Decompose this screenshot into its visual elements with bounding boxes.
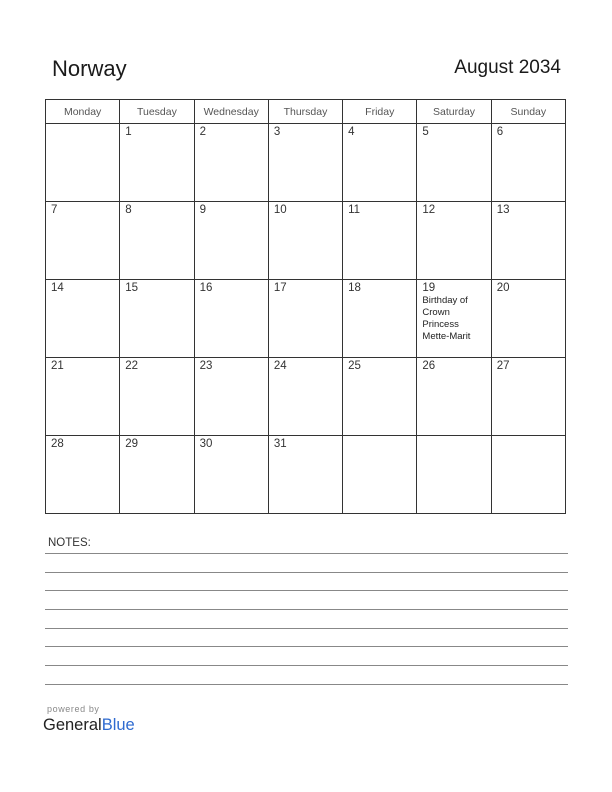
month-year-title: August 2034 xyxy=(454,57,561,78)
notes-line xyxy=(45,572,568,573)
day-number xyxy=(46,124,119,126)
day-number: 22 xyxy=(125,360,139,372)
day-number: 3 xyxy=(273,126,281,138)
day-number: 27 xyxy=(496,360,510,372)
brand-name-part1: General xyxy=(43,716,102,734)
day-number: 18 xyxy=(348,282,361,294)
day-cell xyxy=(268,202,342,280)
day-cell xyxy=(120,358,194,436)
day-number: 17 xyxy=(273,282,287,294)
notes-line xyxy=(45,590,568,591)
day-cell xyxy=(46,202,120,280)
day-number: 29 xyxy=(125,438,139,450)
day-number: 5 xyxy=(422,126,429,138)
day-number xyxy=(492,436,565,438)
day-number: 1 xyxy=(125,126,132,138)
day-cell xyxy=(343,202,417,280)
day-cell xyxy=(268,358,342,436)
day-cell xyxy=(343,280,417,358)
day-cell xyxy=(491,358,565,436)
day-number: 20 xyxy=(496,282,510,294)
day-cell xyxy=(120,436,194,514)
day-cell xyxy=(120,202,194,280)
day-cell xyxy=(268,436,342,514)
week-row xyxy=(46,202,566,280)
weekday-header: Tuesday xyxy=(120,100,194,124)
notes-line xyxy=(45,646,568,647)
weekday-header: Saturday xyxy=(417,100,491,124)
day-number: 31 xyxy=(273,438,287,450)
day-number: 16 xyxy=(199,282,213,294)
day-number: 19 xyxy=(422,282,436,294)
day-number: 24 xyxy=(273,360,287,372)
day-number: 8 xyxy=(125,204,132,216)
day-number: 23 xyxy=(199,360,213,372)
powered-by-text: powered by xyxy=(47,704,100,714)
day-cell xyxy=(120,124,194,202)
notes-line xyxy=(45,609,568,610)
day-cell xyxy=(417,124,491,202)
day-cell xyxy=(491,124,565,202)
day-number: 2 xyxy=(199,126,206,138)
notes-line xyxy=(45,684,568,685)
day-number: 30 xyxy=(199,438,213,450)
week-row xyxy=(46,124,566,202)
day-cell xyxy=(46,436,120,514)
notes-line xyxy=(45,665,568,666)
day-cell xyxy=(120,280,194,358)
day-cell xyxy=(194,124,268,202)
week-row xyxy=(46,358,566,436)
day-number xyxy=(417,436,490,438)
day-cell xyxy=(46,358,120,436)
day-cell xyxy=(491,280,565,358)
weekday-header-row xyxy=(46,100,566,124)
day-number: 9 xyxy=(199,204,206,216)
day-number: 4 xyxy=(348,126,355,138)
day-number: 6 xyxy=(496,126,504,138)
brand-name-part2: Blue xyxy=(101,716,135,734)
day-number: 11 xyxy=(348,204,361,216)
day-cell xyxy=(268,280,342,358)
day-cell xyxy=(194,202,268,280)
day-number: 25 xyxy=(348,360,361,372)
country-title: Norway xyxy=(52,56,127,81)
week-row xyxy=(46,436,566,514)
day-cell xyxy=(194,358,268,436)
day-cell xyxy=(417,280,491,358)
brand-logo xyxy=(43,716,135,735)
weekday-header: Monday xyxy=(46,100,120,124)
notes-line xyxy=(45,628,568,629)
day-number: 10 xyxy=(273,204,287,216)
weekday-header: Sunday xyxy=(491,100,565,124)
day-number: 14 xyxy=(51,282,64,294)
day-number: 26 xyxy=(422,360,436,372)
notes-label: NOTES: xyxy=(48,537,91,549)
day-cell xyxy=(417,436,491,514)
day-cell xyxy=(491,436,565,514)
calendar-grid xyxy=(45,99,566,514)
day-cell xyxy=(268,124,342,202)
day-cell xyxy=(194,280,268,358)
day-cell xyxy=(343,436,417,514)
day-cell xyxy=(417,202,491,280)
week-row xyxy=(46,280,566,358)
day-number: 28 xyxy=(51,438,64,450)
weekday-header: Thursday xyxy=(268,100,342,124)
day-number xyxy=(343,436,416,438)
day-cell xyxy=(46,280,120,358)
holiday-event: Birthday of Crown Princess Mette-Marit xyxy=(422,295,471,342)
day-number: 13 xyxy=(496,204,510,216)
day-number: 12 xyxy=(422,204,436,216)
day-number: 7 xyxy=(51,204,58,216)
day-cell xyxy=(491,202,565,280)
day-number: 15 xyxy=(125,282,139,294)
day-cell xyxy=(46,124,120,202)
day-cell xyxy=(194,436,268,514)
day-number: 21 xyxy=(51,360,64,372)
day-cell xyxy=(417,358,491,436)
notes-line xyxy=(45,553,568,554)
weekday-header: Friday xyxy=(343,100,417,124)
weekday-header: Wednesday xyxy=(194,100,268,124)
day-cell xyxy=(343,358,417,436)
day-cell xyxy=(343,124,417,202)
